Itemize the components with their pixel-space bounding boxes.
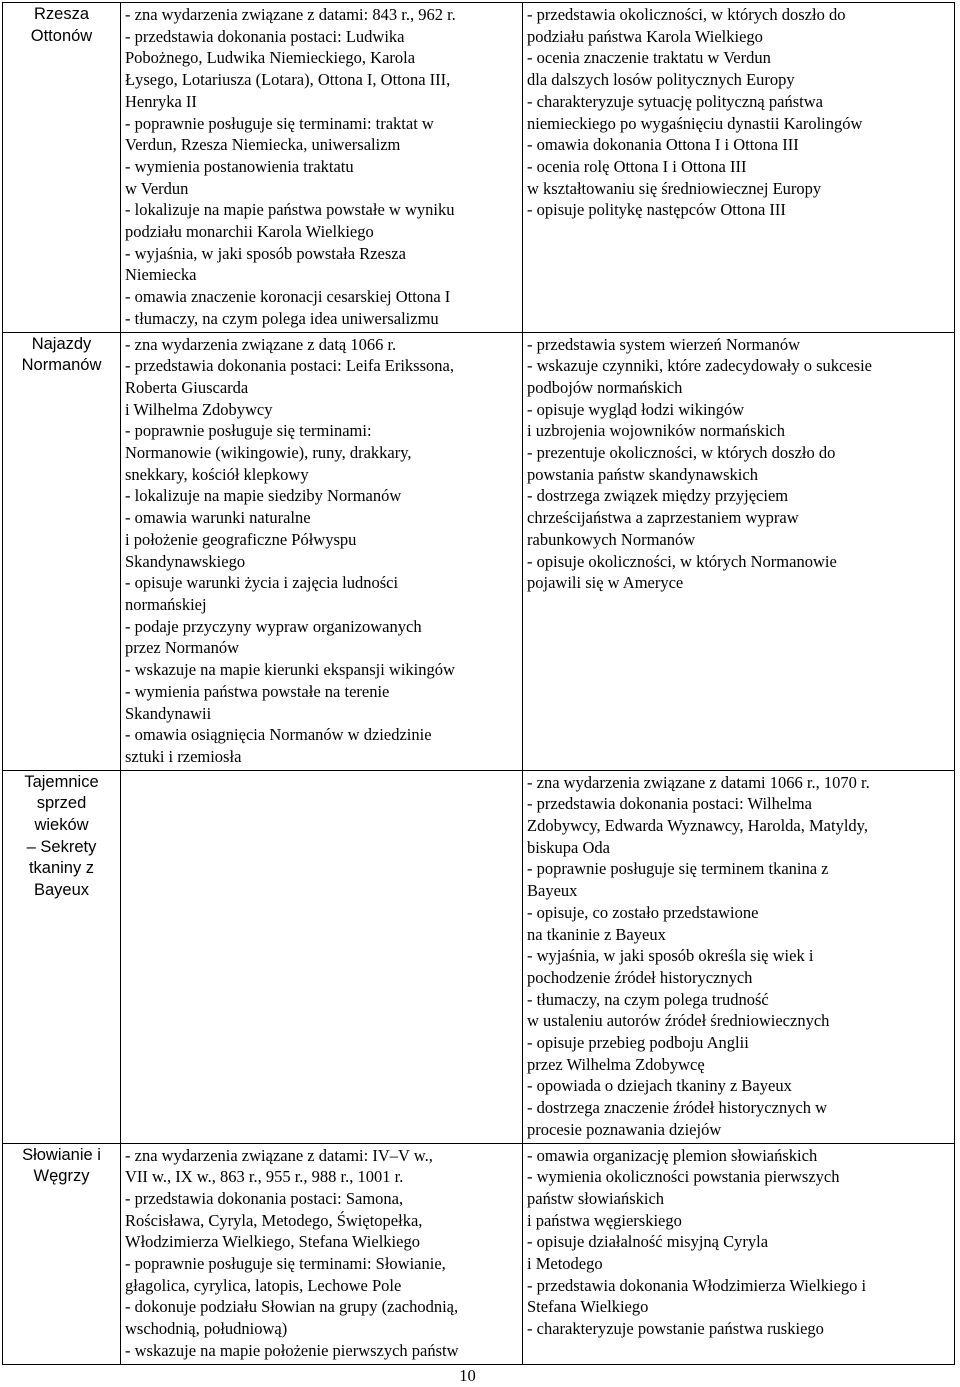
- requirement-line: - wyjaśnia, w jaki sposób powstała Rzesza: [125, 243, 406, 263]
- requirement-line: - opisuje politykę następców Ottona III: [527, 200, 786, 220]
- requirement-line: - ocenia rolę Ottona I i Ottona III: [527, 156, 747, 176]
- requirement-line: - dostrzega znaczenie źródeł historycznych w: [527, 1098, 828, 1118]
- requirement-line: - wskazuje na mapie położenie pierwszych państw: [125, 1340, 459, 1360]
- requirement-line: - wymienia postanowienia traktatu: [125, 156, 354, 176]
- requirement-line: niemieckiego po wygaśnięciu dynastii Karolingów: [527, 113, 863, 133]
- requirement-line: w Verdun: [125, 178, 189, 198]
- requirement-line: - poprawnie posługuje się terminem tkanina z: [527, 859, 829, 879]
- requirement-line: i uzbrojenia wojowników normańskich: [527, 421, 785, 441]
- requirement-line: - charakteryzuje sytuację polityczną państwa: [527, 91, 823, 111]
- requirement-line: Pobożnego, Ludwika Niemieckiego, Karola: [125, 48, 416, 68]
- requirement-line: - poprawnie posługuje się terminami:: [125, 421, 372, 441]
- topic-title-line: Słowianie i: [22, 1145, 101, 1164]
- requirement-line: - przedstawia dokonania Włodzimierza Wielkiego i: [527, 1275, 867, 1295]
- requirement-line: - dostrzega związek między przyjęciem: [527, 486, 789, 506]
- requirement-line: i Wilhelma Zdobywcy: [125, 399, 273, 419]
- requirement-line: rabunkowych Normanów: [527, 529, 696, 549]
- requirement-line: - wskazuje na mapie kierunki ekspansji wikingów: [125, 660, 455, 680]
- requirement-line: podziału państwa Karola Wielkiego: [527, 26, 763, 46]
- requirement-line: Henryka II: [125, 91, 197, 111]
- topic-title-line: Ottonów: [30, 26, 93, 45]
- topic-title-line: Tajemnice: [24, 772, 99, 791]
- requirement-line: sztuki i rzemiosła: [125, 746, 242, 766]
- requirement-line: Włodzimierza Wielkiego, Stefana Wielkiego: [125, 1232, 420, 1252]
- basic-requirements-cell: [121, 332, 523, 770]
- requirement-line: - lokalizuje na mapie państwa powstałe w wyniku: [125, 200, 455, 220]
- topic-title-line: Normanów: [21, 356, 102, 375]
- requirement-line: - poprawnie posługuje się terminami: Słowianie,: [125, 1254, 446, 1274]
- requirement-line: i położenie geograficzne Półwyspu: [125, 529, 357, 549]
- requirement-line: w kształtowaniu się średniowiecznej Europy: [527, 178, 822, 198]
- requirement-line: Verdun, Rzesza Niemiecka, uniwersalizm: [125, 135, 401, 155]
- requirement-line: normańskiej: [125, 594, 207, 614]
- topic-title-line: Bayeux: [33, 881, 90, 900]
- requirement-line: wschodnią, południową): [125, 1319, 288, 1339]
- requirement-line: Zdobywcy, Edwarda Wyznawcy, Harolda, Matyldy,: [527, 816, 868, 836]
- requirement-line: państw słowiańskich: [527, 1188, 665, 1208]
- table-row: [3, 1143, 955, 1364]
- table-row: [3, 770, 955, 1143]
- requirement-line: biskupa Oda: [527, 837, 610, 857]
- topic-title-line: Rzesza: [33, 5, 90, 23]
- extended-requirements-cell: [523, 332, 955, 770]
- requirement-line: Niemiecka: [125, 265, 197, 285]
- requirement-line: - wyjaśnia, w jaki sposób określa się wiek i: [527, 946, 814, 966]
- basic-requirements-cell: [121, 3, 523, 333]
- extended-requirements-cell: [523, 3, 955, 333]
- requirement-line: i państwa węgierskiego: [527, 1210, 682, 1230]
- requirement-line: - wskazuje czynniki, które zadecydowały o sukcesie: [527, 356, 872, 376]
- requirement-line: - przedstawia system wierzeń Normanów: [527, 334, 801, 354]
- requirement-line: - charakteryzuje powstanie państwa ruskiego: [527, 1319, 824, 1339]
- topic-title-line: – Sekrety: [26, 837, 97, 856]
- requirement-line: - przedstawia dokonania postaci: Leifa Erikssona,: [125, 356, 454, 376]
- table-row: [3, 332, 955, 770]
- requirement-line: - omawia osiągnięcia Normanów w dziedzinie: [125, 725, 432, 745]
- extended-requirements-cell: [523, 1143, 955, 1364]
- requirement-line: Rościsława, Cyryla, Metodego, Świętopełka,: [125, 1210, 423, 1230]
- requirement-line: dla dalszych losów politycznych Europy: [527, 70, 795, 90]
- requirement-line: - podaje przyczyny wypraw organizowanych: [125, 616, 422, 636]
- requirement-line: snekkary, kościół klepkowy: [125, 464, 309, 484]
- requirement-line: - wymienia okoliczności powstania pierwszych: [527, 1167, 840, 1187]
- requirement-line: - opisuje wygląd łodzi wikingów: [527, 399, 745, 419]
- basic-requirements-cell: [121, 1143, 523, 1364]
- requirement-line: Normanowie (wikingowie), runy, drakkary,: [125, 443, 412, 463]
- requirement-line: - zna wydarzenia związane z datami 1066 r., 1070 r.: [527, 772, 870, 792]
- requirement-line: Bayeux: [527, 881, 578, 901]
- requirement-line: - poprawnie posługuje się terminami: traktat w: [125, 113, 434, 133]
- requirement-line: - przedstawia dokonania postaci: Ludwika: [125, 26, 405, 46]
- requirement-line: i Metodego: [527, 1254, 603, 1274]
- requirement-line: - opisuje działalność misyjną Cyryla: [527, 1232, 769, 1252]
- requirement-line: procesie poznawania dziejów: [527, 1119, 722, 1139]
- requirement-line: - opowiada o dziejach tkaniny z Bayeux: [527, 1076, 792, 1096]
- curriculum-table-body: [3, 3, 955, 1365]
- requirement-line: w ustaleniu autorów źródeł średniowiecznych: [527, 1011, 830, 1031]
- topic-cell: [3, 1143, 121, 1364]
- curriculum-table: [2, 2, 955, 1365]
- requirement-line: VII w., IX w., 863 r., 955 r., 988 r., 1001 r.: [125, 1167, 404, 1187]
- requirement-line: - opisuje okoliczności, w których Normanowie: [527, 551, 837, 571]
- requirement-line: powstania państw skandynawskich: [527, 464, 758, 484]
- requirement-line: - przedstawia okoliczności, w których doszło do: [527, 5, 846, 24]
- requirement-line: Skandynawskiego: [125, 551, 246, 571]
- requirement-line: - omawia organizację plemion słowiańskich: [527, 1145, 818, 1165]
- requirement-line: - opisuje warunki życia i zajęcia ludności: [125, 573, 399, 593]
- requirement-line: - prezentuje okoliczności, w których doszło do: [527, 443, 836, 463]
- topic-cell: [3, 3, 121, 333]
- requirement-line: Skandynawii: [125, 703, 212, 723]
- table-row: [3, 3, 955, 333]
- basic-requirements-cell: [121, 770, 523, 1143]
- requirement-line: - tłumaczy, na czym polega idea uniwersalizmu: [125, 308, 439, 328]
- requirement-line: chrześcijaństwa a zaprzestaniem wypraw: [527, 508, 799, 528]
- requirement-line: - omawia znaczenie koronacji cesarskiej Ottona I: [125, 287, 451, 307]
- requirement-line: - przedstawia dokonania postaci: Samona,: [125, 1188, 404, 1208]
- requirement-line: - wymienia państwa powstałe na terenie: [125, 681, 390, 701]
- page-number: 10: [459, 1366, 476, 1385]
- requirement-line: na tkaninie z Bayeux: [527, 924, 666, 944]
- requirement-line: głagolica, cyrylica, latopis, Lechowe Pole: [125, 1275, 402, 1295]
- requirement-line: - zna wydarzenia związane z datami: IV–V w.,: [125, 1145, 433, 1165]
- requirement-line: Roberta Giuscarda: [125, 377, 249, 397]
- requirement-line: - tłumaczy, na czym polega trudność: [527, 989, 769, 1009]
- topic-title-line: Najazdy: [31, 334, 92, 353]
- requirement-line: pojawili się w Ameryce: [527, 573, 684, 593]
- topic-title-line: Węgrzy: [33, 1167, 90, 1186]
- requirement-line: Stefana Wielkiego: [527, 1297, 649, 1317]
- requirement-line: przez Normanów: [125, 638, 240, 658]
- topic-title-line: wieków: [34, 816, 89, 835]
- requirement-line: - dokonuje podziału Słowian na grupy (zachodnią,: [125, 1297, 459, 1317]
- requirement-line: - przedstawia dokonania postaci: Wilhelma: [527, 794, 812, 814]
- requirement-line: przez Wilhelma Zdobywcę: [527, 1054, 705, 1074]
- requirement-line: - opisuje przebieg podboju Anglii: [527, 1033, 749, 1053]
- requirement-line: - lokalizuje na mapie siedziby Normanów: [125, 486, 402, 506]
- requirement-line: - omawia dokonania Ottona I i Ottona III: [527, 135, 799, 155]
- topic-title-line: sprzed: [36, 794, 87, 813]
- extended-requirements-cell: [523, 770, 955, 1143]
- requirement-line: - opisuje, co zostało przedstawione: [527, 902, 759, 922]
- requirement-line: pochodzenie źródeł historycznych: [527, 967, 753, 987]
- topic-title-line: tkaniny z: [28, 859, 95, 878]
- requirement-line: - ocenia znaczenie traktatu w Verdun: [527, 48, 771, 68]
- requirement-line: podziału monarchii Karola Wielkiego: [125, 222, 374, 242]
- requirement-line: podbojów normańskich: [527, 377, 683, 397]
- topic-cell: [3, 770, 121, 1143]
- topic-cell: [3, 332, 121, 770]
- requirement-line: - omawia warunki naturalne: [125, 508, 311, 528]
- requirement-line: - zna wydarzenia związane z datami: 843 r., 962 r.: [125, 5, 456, 24]
- requirement-line: - zna wydarzenia związane z datą 1066 r.: [125, 334, 397, 354]
- requirement-line: Łysego, Lotariusza (Lotara), Ottona I, Ottona III,: [125, 70, 451, 90]
